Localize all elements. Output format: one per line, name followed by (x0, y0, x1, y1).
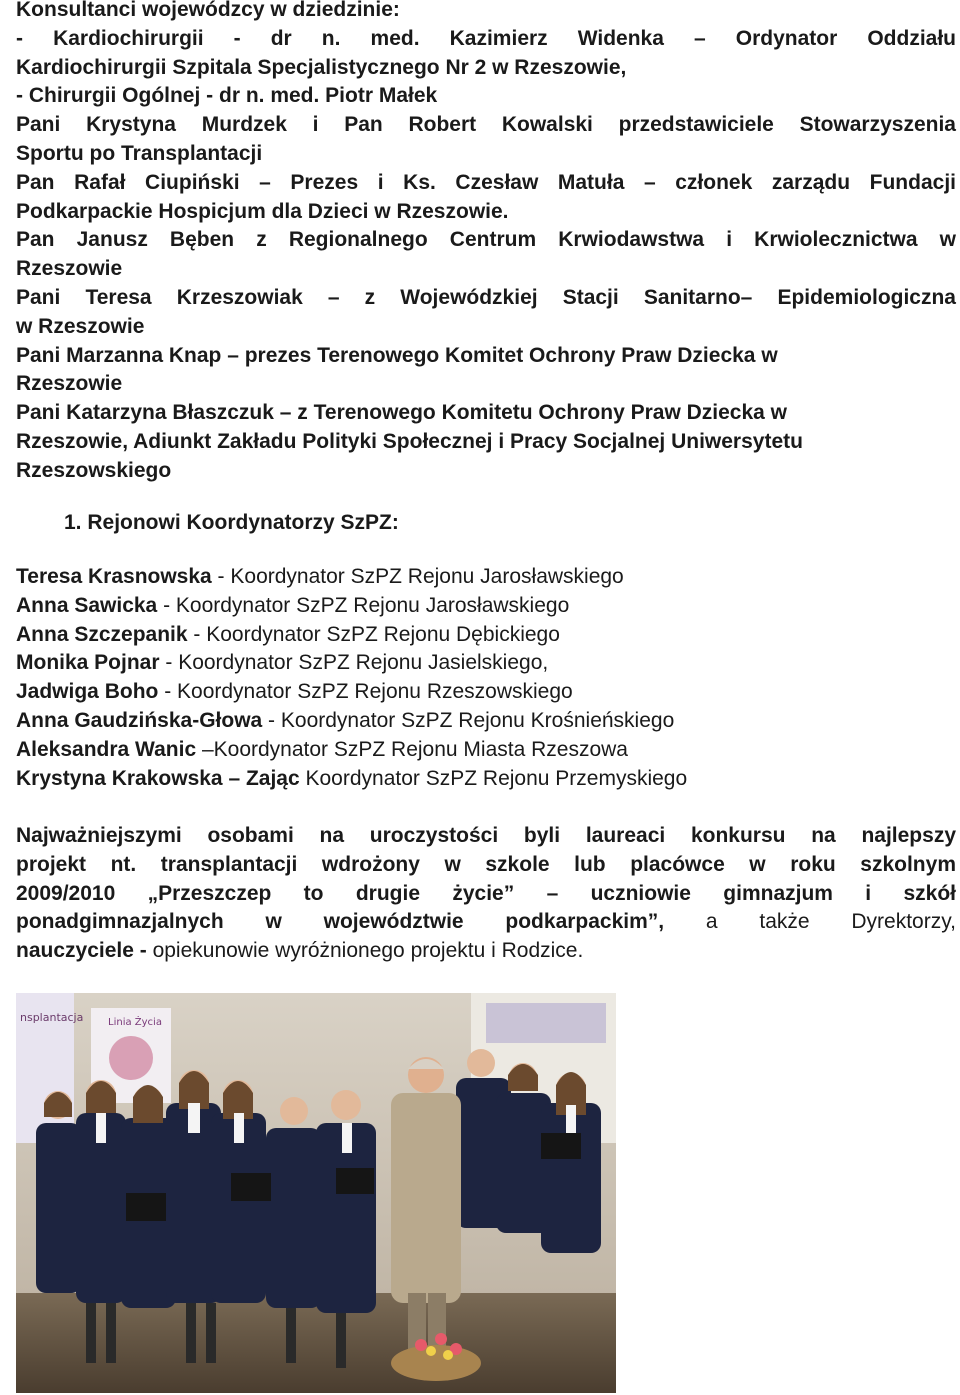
consultant-line-1b: Kardiochirurgii Szpitala Specjalistycznego Nr 2 w Rzeszowie, (16, 55, 627, 79)
guest-line: Rzeszowskiego (16, 458, 172, 482)
guest-line: Pani Katarzyna Błaszczuk – z Terenowego Komitetu Ochrony Praw Dziecka w (16, 401, 788, 425)
paragraph-line (16, 908, 956, 937)
coordinators-list (16, 563, 956, 793)
coordinator-role: - Koordynator SzPZ Rejonu Rzeszowskiego (158, 680, 573, 704)
list-item (16, 736, 956, 765)
guest-line: Pan Rafał Ciupiński – Prezes i Ks. Czesław Matuła – członek zarządu Fundacji (16, 170, 956, 194)
guest-line: Podkarpackie Hospicjum dla Dzieci w Rzeszowie. (16, 199, 509, 223)
coordinator-role: Koordynator SzPZ Rejonu Przemyskiego (299, 766, 688, 790)
normal-text: a także Dyrektorzy, (664, 910, 956, 934)
guest-line: Pani Teresa Krzeszowiak – z Wojewódzkiej Stacji Sanitarno– Epidemiologiczna (16, 285, 956, 309)
list-item (16, 563, 956, 592)
consultants-intro: Konsultanci wojewódzcy w dziedzinie: (16, 0, 400, 21)
paragraph-line: Najważniejszymi osobami na uroczystości byli laureaci konkursu na najlepszy (16, 824, 956, 847)
banner-text: Linia Życia (108, 1017, 162, 1028)
list-item (16, 649, 956, 678)
list-item (16, 592, 956, 621)
coordinator-role: - Koordynator SzPZ Rejonu Krośnieńskiego (262, 708, 675, 732)
guest-line: Rzeszowie (16, 372, 123, 396)
coordinator-name: Anna Szczepanik (16, 622, 188, 646)
list-item (16, 707, 956, 736)
laureates-paragraph (16, 822, 956, 966)
paragraph-line: projekt nt. transplantacji wdrożony w szkole lub placówce w roku szkolnym (16, 852, 956, 876)
bold-text: nauczyciele - (16, 939, 147, 963)
guests-section (16, 0, 956, 486)
section-heading: 1. Rejonowi Koordynatorzy SzPZ: (64, 511, 399, 534)
list-item (16, 678, 956, 707)
coordinator-role: –Koordynator SzPZ Rejonu Miasta Rzeszowa (196, 737, 628, 761)
coordinator-role: - Koordynator SzPZ Rejonu Jarosławskiego (211, 565, 624, 588)
normal-text: opiekunowie wyróżnionego projektu i Rodzice. (146, 939, 584, 963)
paragraph-line: 2009/2010 „Przeszczep to drugie życie” – uczniowie gimnazjum i szkół (16, 881, 956, 905)
guest-line: Pan Janusz Bęben z Regionalnego Centrum Krwiodawstwa i Krwiolecznictwa w (16, 228, 956, 252)
consultant-line-2: - Chirurgii Ogólnej - dr n. med. Piotr Małek (16, 84, 438, 108)
guest-line: Rzeszowie (16, 257, 123, 281)
list-item (16, 765, 956, 794)
coordinator-role: - Koordynator SzPZ Rejonu Jarosławskiego (157, 593, 570, 617)
bold-text: ponadgimnazjalnych w województwie podkarpackim”, (16, 910, 665, 934)
consultant-line-1a: - Kardiochirurgii - dr n. med. Kazimierz Widenka – Ordynator Oddziału (16, 26, 956, 50)
guest-line: Pani Marzanna Knap – prezes Terenowego Komitet Ochrony Praw Dziecka w (16, 343, 778, 367)
coordinator-name: Anna Sawicka (16, 593, 158, 617)
banner-text: nsplantacja (20, 1011, 84, 1024)
coordinator-name: Teresa Krasnowska (16, 565, 212, 588)
coordinator-name: Aleksandra Wanic (16, 737, 197, 761)
coordinator-name: Anna Gaudzińska-Głowa (16, 708, 263, 732)
coordinator-name: Krystyna Krakowska – Zając (16, 766, 300, 790)
paragraph-line (16, 937, 956, 966)
ceremony-photo (16, 993, 616, 1393)
coordinator-name: Jadwiga Boho (16, 680, 159, 704)
guest-line: w Rzeszowie (16, 314, 145, 338)
guest-line: Rzeszowie, Adiunkt Zakładu Polityki Społecznej i Pracy Socjalnej Uniwersytetu (16, 429, 803, 453)
coordinator-name: Monika Pojnar (16, 651, 160, 675)
coordinator-role: - Koordynator SzPZ Rejonu Dębickiego (187, 622, 560, 646)
guest-line: Sportu po Transplantacji (16, 141, 263, 165)
ceremony-photo-image (16, 993, 616, 1393)
coordinator-role: - Koordynator SzPZ Rejonu Jasielskiego, (159, 651, 549, 675)
guest-line: Pani Krystyna Murdzek i Pan Robert Kowalski przedstawiciele Stowarzyszenia (16, 113, 956, 137)
list-item (16, 621, 956, 650)
